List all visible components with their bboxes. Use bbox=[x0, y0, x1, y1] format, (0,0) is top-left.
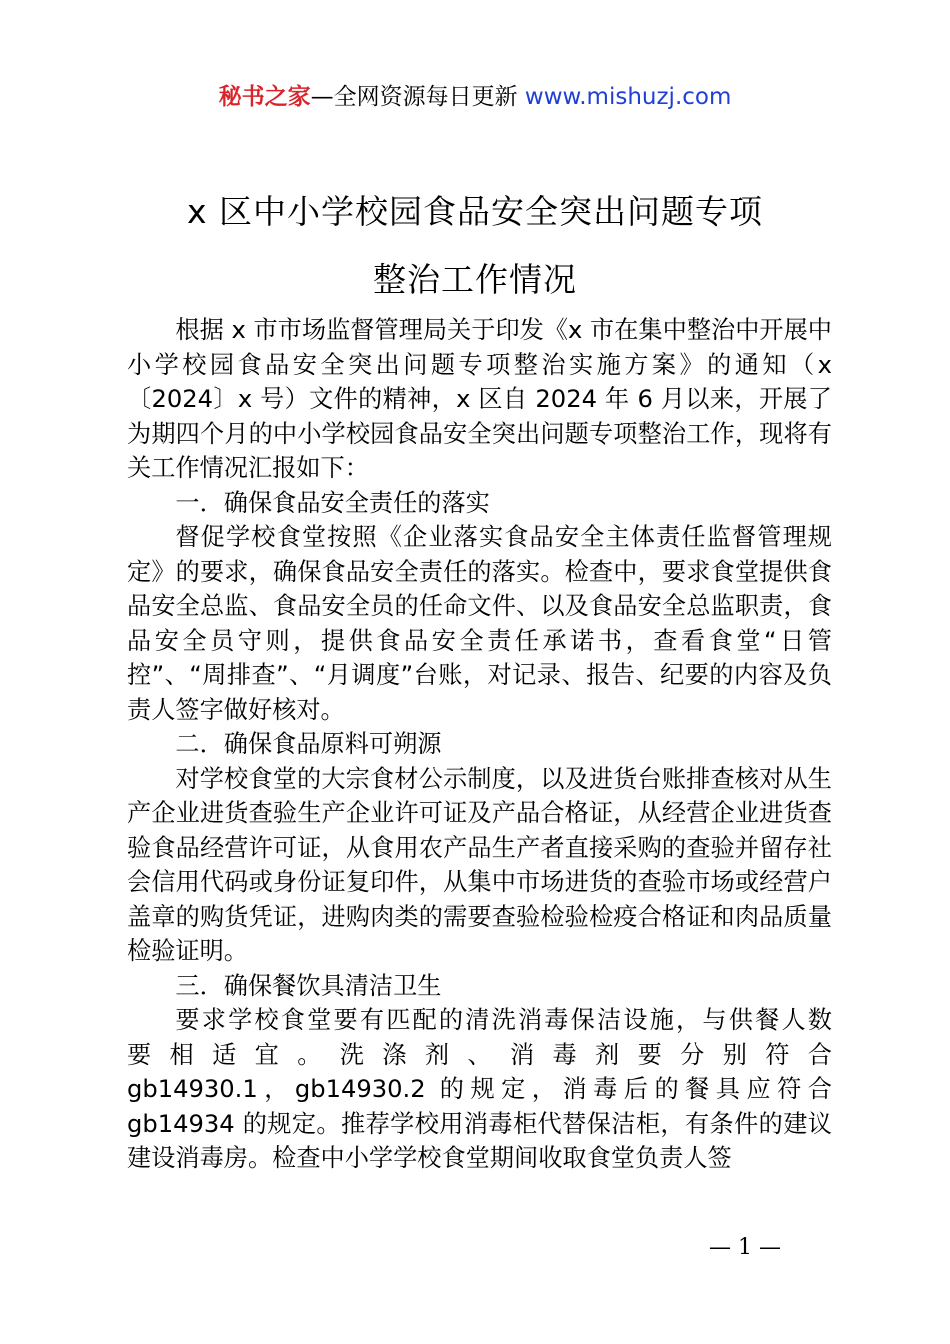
section-2-paragraph: 对学校食堂的大宗食材公示制度，以及进货台账排查核对从生产企业进货查验生产企业许可证及产品合格证，从经营企业进货查验食品经营许可证，从食用农产品生产者直接采购的查验并留存社会信用代码或身份证复印件，从集中市场进货的查验市场或经营户盖章的购货凭证，进购肉类的需要查验检验检疫合格证和肉品质量检验证明。 bbox=[127, 764, 832, 965]
site-banner bbox=[0, 80, 950, 114]
brand-slogan: —全网资源每日更新 bbox=[310, 84, 525, 110]
section-3-paragraph-line-2: 要相适宜。洗涤剂、消毒剂要分别符合 bbox=[127, 1040, 832, 1069]
intro-paragraph: 根据 x 市市场监督管理局关于印发《x 市在集中整治中开展中小学校园食品安全突出问题专项整治实施方案》的通知（x〔2024〕x 号）文件的精神，x 区自 2024 年 6 月以来，开展了为期四个月的中小学校园食品安全突出问题专项整治工作，现将有关工作情况汇报如下： bbox=[127, 316, 832, 482]
document-title-line-1: x 区中小学校园食品安全突出问题专项 bbox=[186, 192, 764, 231]
document-title-line-2: 整治工作情况 bbox=[373, 260, 577, 299]
section-heading-1: 一．确保食品安全责任的落实 bbox=[175, 488, 490, 517]
page-number: — 1 — bbox=[709, 1235, 781, 1260]
section-heading-3: 三．确保餐饮具清洁卫生 bbox=[175, 971, 442, 1000]
section-3-paragraph-line-1: 要求学校食堂要有匹配的清洗消毒保洁设施，与供餐人数 bbox=[175, 1006, 832, 1034]
document-body bbox=[127, 313, 832, 1176]
section-1-paragraph: 督促学校食堂按照《企业落实食品安全主体责任监督管理规定》的要求，确保食品安全责任的落实。检查中，要求食堂提供食品安全总监、食品安全员的任命文件、以及食品安全总监职责，食品安全员守则，提供食品安全责任承诺书，查看食堂“日管控”、“周排查”、“月调度”台账，对记录、报告、纪要的内容及负责人签字做好核对。 bbox=[127, 523, 832, 724]
brand-name: 秘书之家 bbox=[218, 84, 311, 110]
section-heading-2: 二．确保食品原料可朔源 bbox=[175, 730, 442, 758]
section-3-paragraph-rest: gb14930.1，gb14930.2 的规定，消毒后的餐具应符合 gb14934 的规定。推荐学校用消毒柜代替保洁柜，有条件的建议建设消毒房。检查中小学学校食堂期间收取食堂负责人签 bbox=[127, 1075, 832, 1172]
site-url-link[interactable]: www.mishuzj.com bbox=[524, 84, 732, 110]
